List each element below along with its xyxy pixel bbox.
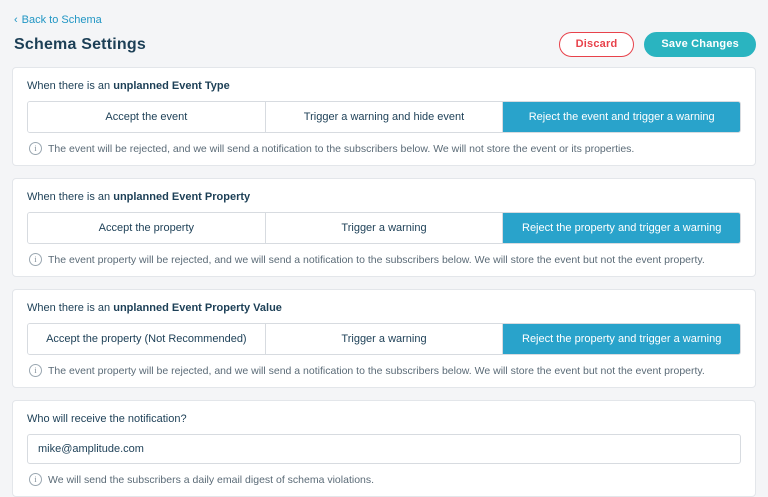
notification-label: Who will receive the notification? xyxy=(27,413,187,425)
event-type-option-group xyxy=(27,101,741,133)
header-actions xyxy=(559,32,756,57)
unplanned-event-property-card xyxy=(12,178,756,277)
option-reject-property-trigger-warning[interactable]: Reject the property and trigger a warning xyxy=(503,213,740,243)
notification-hint xyxy=(27,473,741,486)
info-icon: i xyxy=(29,364,42,377)
event-property-value-hint xyxy=(27,364,741,377)
notification-hint-text: We will send the subscribers a daily email digest of schema violations. xyxy=(48,473,375,486)
option-trigger-a-warning[interactable]: Trigger a warning xyxy=(266,213,504,243)
section-label xyxy=(27,302,741,314)
event-type-hint-text: The event will be rejected, and we will send a notification to the subscribers below. We will not store the event or its properties. xyxy=(48,142,635,155)
unplanned-event-property-value-card xyxy=(12,289,756,388)
option-trigger-warning-hide-event[interactable]: Trigger a warning and hide event xyxy=(266,102,504,132)
section-label xyxy=(27,80,741,92)
section-label-prefix: When there is an xyxy=(27,80,114,92)
save-changes-button[interactable]: Save Changes xyxy=(644,32,756,57)
section-label-prefix: When there is an xyxy=(27,302,114,314)
unplanned-event-type-card xyxy=(12,67,756,166)
page-header xyxy=(12,32,756,57)
option-accept-the-event[interactable]: Accept the event xyxy=(28,102,266,132)
back-to-schema-label: Back to Schema xyxy=(21,14,102,26)
notification-subscribers-card xyxy=(12,400,756,497)
section-label xyxy=(27,191,741,203)
page-title: Schema Settings xyxy=(14,35,146,53)
section-label-prefix: When there is an xyxy=(27,191,114,203)
discard-button[interactable]: Discard xyxy=(559,32,635,57)
option-trigger-a-warning[interactable]: Trigger a warning xyxy=(266,324,504,354)
event-property-value-hint-text: The event property will be rejected, and we will send a notification to the subscribers below. We will store the event but not the event property. xyxy=(48,364,705,377)
event-property-value-option-group xyxy=(27,323,741,355)
section-label-emphasis: unplanned Event Property xyxy=(113,191,251,203)
info-icon: i xyxy=(29,142,42,155)
event-property-hint xyxy=(27,253,741,266)
chevron-left-icon: ‹ xyxy=(14,13,18,26)
subscriber-email-input[interactable] xyxy=(27,434,741,464)
option-accept-the-property[interactable]: Accept the property xyxy=(28,213,266,243)
option-reject-event-trigger-warning[interactable]: Reject the event and trigger a warning xyxy=(503,102,740,132)
option-reject-property-trigger-warning[interactable]: Reject the property and trigger a warning xyxy=(503,324,740,354)
info-icon: i xyxy=(29,253,42,266)
section-label-emphasis: unplanned Event Type xyxy=(113,80,230,92)
info-icon: i xyxy=(29,473,42,486)
event-property-hint-text: The event property will be rejected, and we will send a notification to the subscribers below. We will store the event but not the event property. xyxy=(48,253,705,266)
option-accept-property-not-recommended[interactable]: Accept the property (Not Recommended) xyxy=(28,324,266,354)
event-type-hint xyxy=(27,142,741,155)
back-to-schema-link[interactable] xyxy=(14,14,756,26)
section-label-emphasis: unplanned Event Property Value xyxy=(113,302,282,314)
event-property-option-group xyxy=(27,212,741,244)
